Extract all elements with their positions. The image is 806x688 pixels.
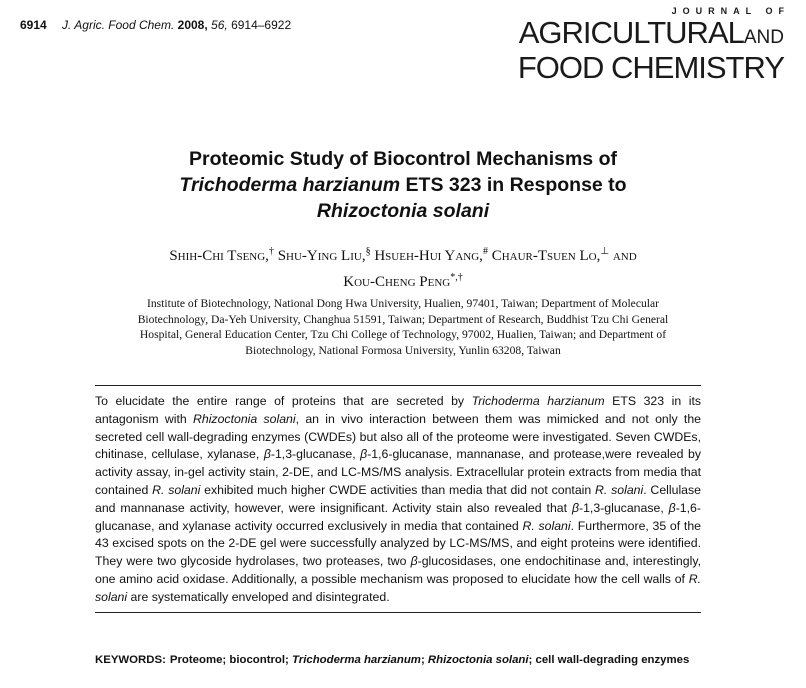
abstract-segment: R. solani [522, 518, 571, 533]
abstract-segment: R. solani [152, 482, 201, 497]
abstract-segment: . Cellulase and mannanase activity, however, were insignificant. Activity stain also revealed that [95, 482, 702, 515]
author-name: Kou-Cheng Peng [343, 274, 451, 290]
keyword-segment: Rhizoctonia solani [427, 654, 529, 666]
author-conjunction: and [612, 248, 637, 264]
author-mark: # [482, 246, 488, 257]
page-range: 6914–6922 [231, 18, 292, 32]
title-pathogen: Rhizoctonia solani [316, 200, 490, 222]
abstract-segment: R. solani [95, 571, 701, 604]
keyword-segment: ; cell wall-degrading enzymes [528, 654, 690, 666]
abstract-segment: β [263, 447, 271, 462]
article-title [0, 146, 806, 224]
abstract-segment: exhibited much higher CWDE activities than media that did not contain [200, 482, 596, 497]
abstract-text [95, 393, 701, 607]
keyword-segment: Proteome; biocontrol; [169, 654, 293, 666]
logo-agricultural-text: AGRICULTURAL [518, 15, 744, 50]
abstract-segment: are systematically enveloped and disintegrated. [127, 589, 390, 604]
journal-abbreviation: J. Agric. Food Chem. [62, 18, 175, 32]
running-header [20, 18, 291, 32]
page-number: 6914 [20, 18, 47, 32]
author-mark: § [365, 246, 371, 257]
author-name: Shu-Ying Liu, [277, 248, 366, 264]
abstract-segment: To elucidate the entire range of proteins that are secreted by [95, 394, 472, 408]
abstract-segment: Rhizoctonia solani [192, 411, 296, 426]
abstract-segment: β [668, 500, 676, 515]
logo-line-food-chemistry: FOOD CHEMISTRY [517, 50, 784, 85]
title-part-1: Proteomic Study of Biocontrol Mechanisms of [189, 148, 617, 170]
abstract-segment: ETS 323 in its antagonism with [95, 394, 702, 426]
abstract-segment: β [410, 554, 418, 569]
logo-journal-of: JOURNAL OF [671, 6, 790, 16]
logo-and-text: AND [743, 27, 784, 48]
abstract-segment: β [571, 500, 579, 515]
author-name: Hsueh-Hui Yang, [374, 248, 483, 264]
affiliations: Institute of Biotechnology, National Dong Hwa University, Hualien, 97401, Taiwan; Department of Molecular Biotechnology, Da-Yeh University, Changhua 51591, Taiwan; Department of Research, Buddhist Tzu Chi General Hospital, General Education Center, Tzu Chi College of Technology, 97002, Hualien, Taiwan; and Department of Biotechnology, National Formosa University, Yunlin 63208, Taiwan [137, 297, 669, 357]
abstract-segment: β [360, 447, 368, 462]
abstract-segment: . Furthermore, 35 of the 43 excised spots on the 2-DE gel were successfully analyzed by LC-MS/MS, and eight proteins were identified. They were two glycoside hydrolases, two proteases, two [95, 518, 701, 569]
abstract-segment: -1,3-glucanase, [578, 500, 669, 515]
abstract-segment: -glucosidases, one endochitinase and, interestingly, one amino acid oxidase. Additionally, a possible mechanism was proposed to elucidate how the cell walls of [95, 554, 701, 586]
title-organism: Trichoderma harzianum [179, 174, 401, 196]
abstract-segment: R. solani [595, 482, 644, 497]
abstract-segment: , an in vivo interaction between them was mimicked and not only the secreted cell wall-degrading enzymes (CWDEs) but also all of the proteome were investigated. Seven CWDEs, chitinase, cellulase, xylanase, [95, 411, 701, 462]
keywords [95, 652, 701, 669]
abstract-box [95, 385, 701, 613]
author-mark: ⊥ [600, 246, 610, 257]
author-mark: † [268, 246, 274, 257]
keywords-label: KEYWORDS: [95, 654, 166, 666]
logo-line-agricultural [518, 15, 784, 53]
abstract-segment: -1,6-glucanase, mannanase, and protease,were revealed by activity assay, in-gel activity stain, 2-DE, and LC-MS/MS analysis. Extracellular protein extracts from media that contained [95, 447, 701, 497]
author [343, 274, 462, 290]
title-part-3: ETS 323 in Response to [405, 174, 627, 196]
author [492, 248, 609, 264]
author-name: Shih-Chi Tseng, [169, 248, 269, 264]
keyword-segment: ; [420, 654, 428, 666]
publication-year: 2008, [177, 18, 208, 32]
author [374, 248, 488, 264]
author-name: Chaur-Tsuen Lo, [491, 248, 601, 264]
volume-number: 56, [211, 18, 228, 32]
author-mark: *,† [450, 272, 463, 283]
author-list [0, 241, 806, 293]
journal-logo [517, 6, 790, 85]
abstract-segment: -1,3-glucanase, [270, 447, 361, 462]
author [169, 248, 274, 264]
abstract-segment: -1,6-glucanase, and xylanase activity occurred exclusively in media that contained [95, 500, 701, 533]
abstract-segment: Trichoderma harzianum [471, 394, 605, 408]
keyword-segment: Trichoderma harzianum [292, 654, 421, 666]
author [278, 248, 371, 264]
